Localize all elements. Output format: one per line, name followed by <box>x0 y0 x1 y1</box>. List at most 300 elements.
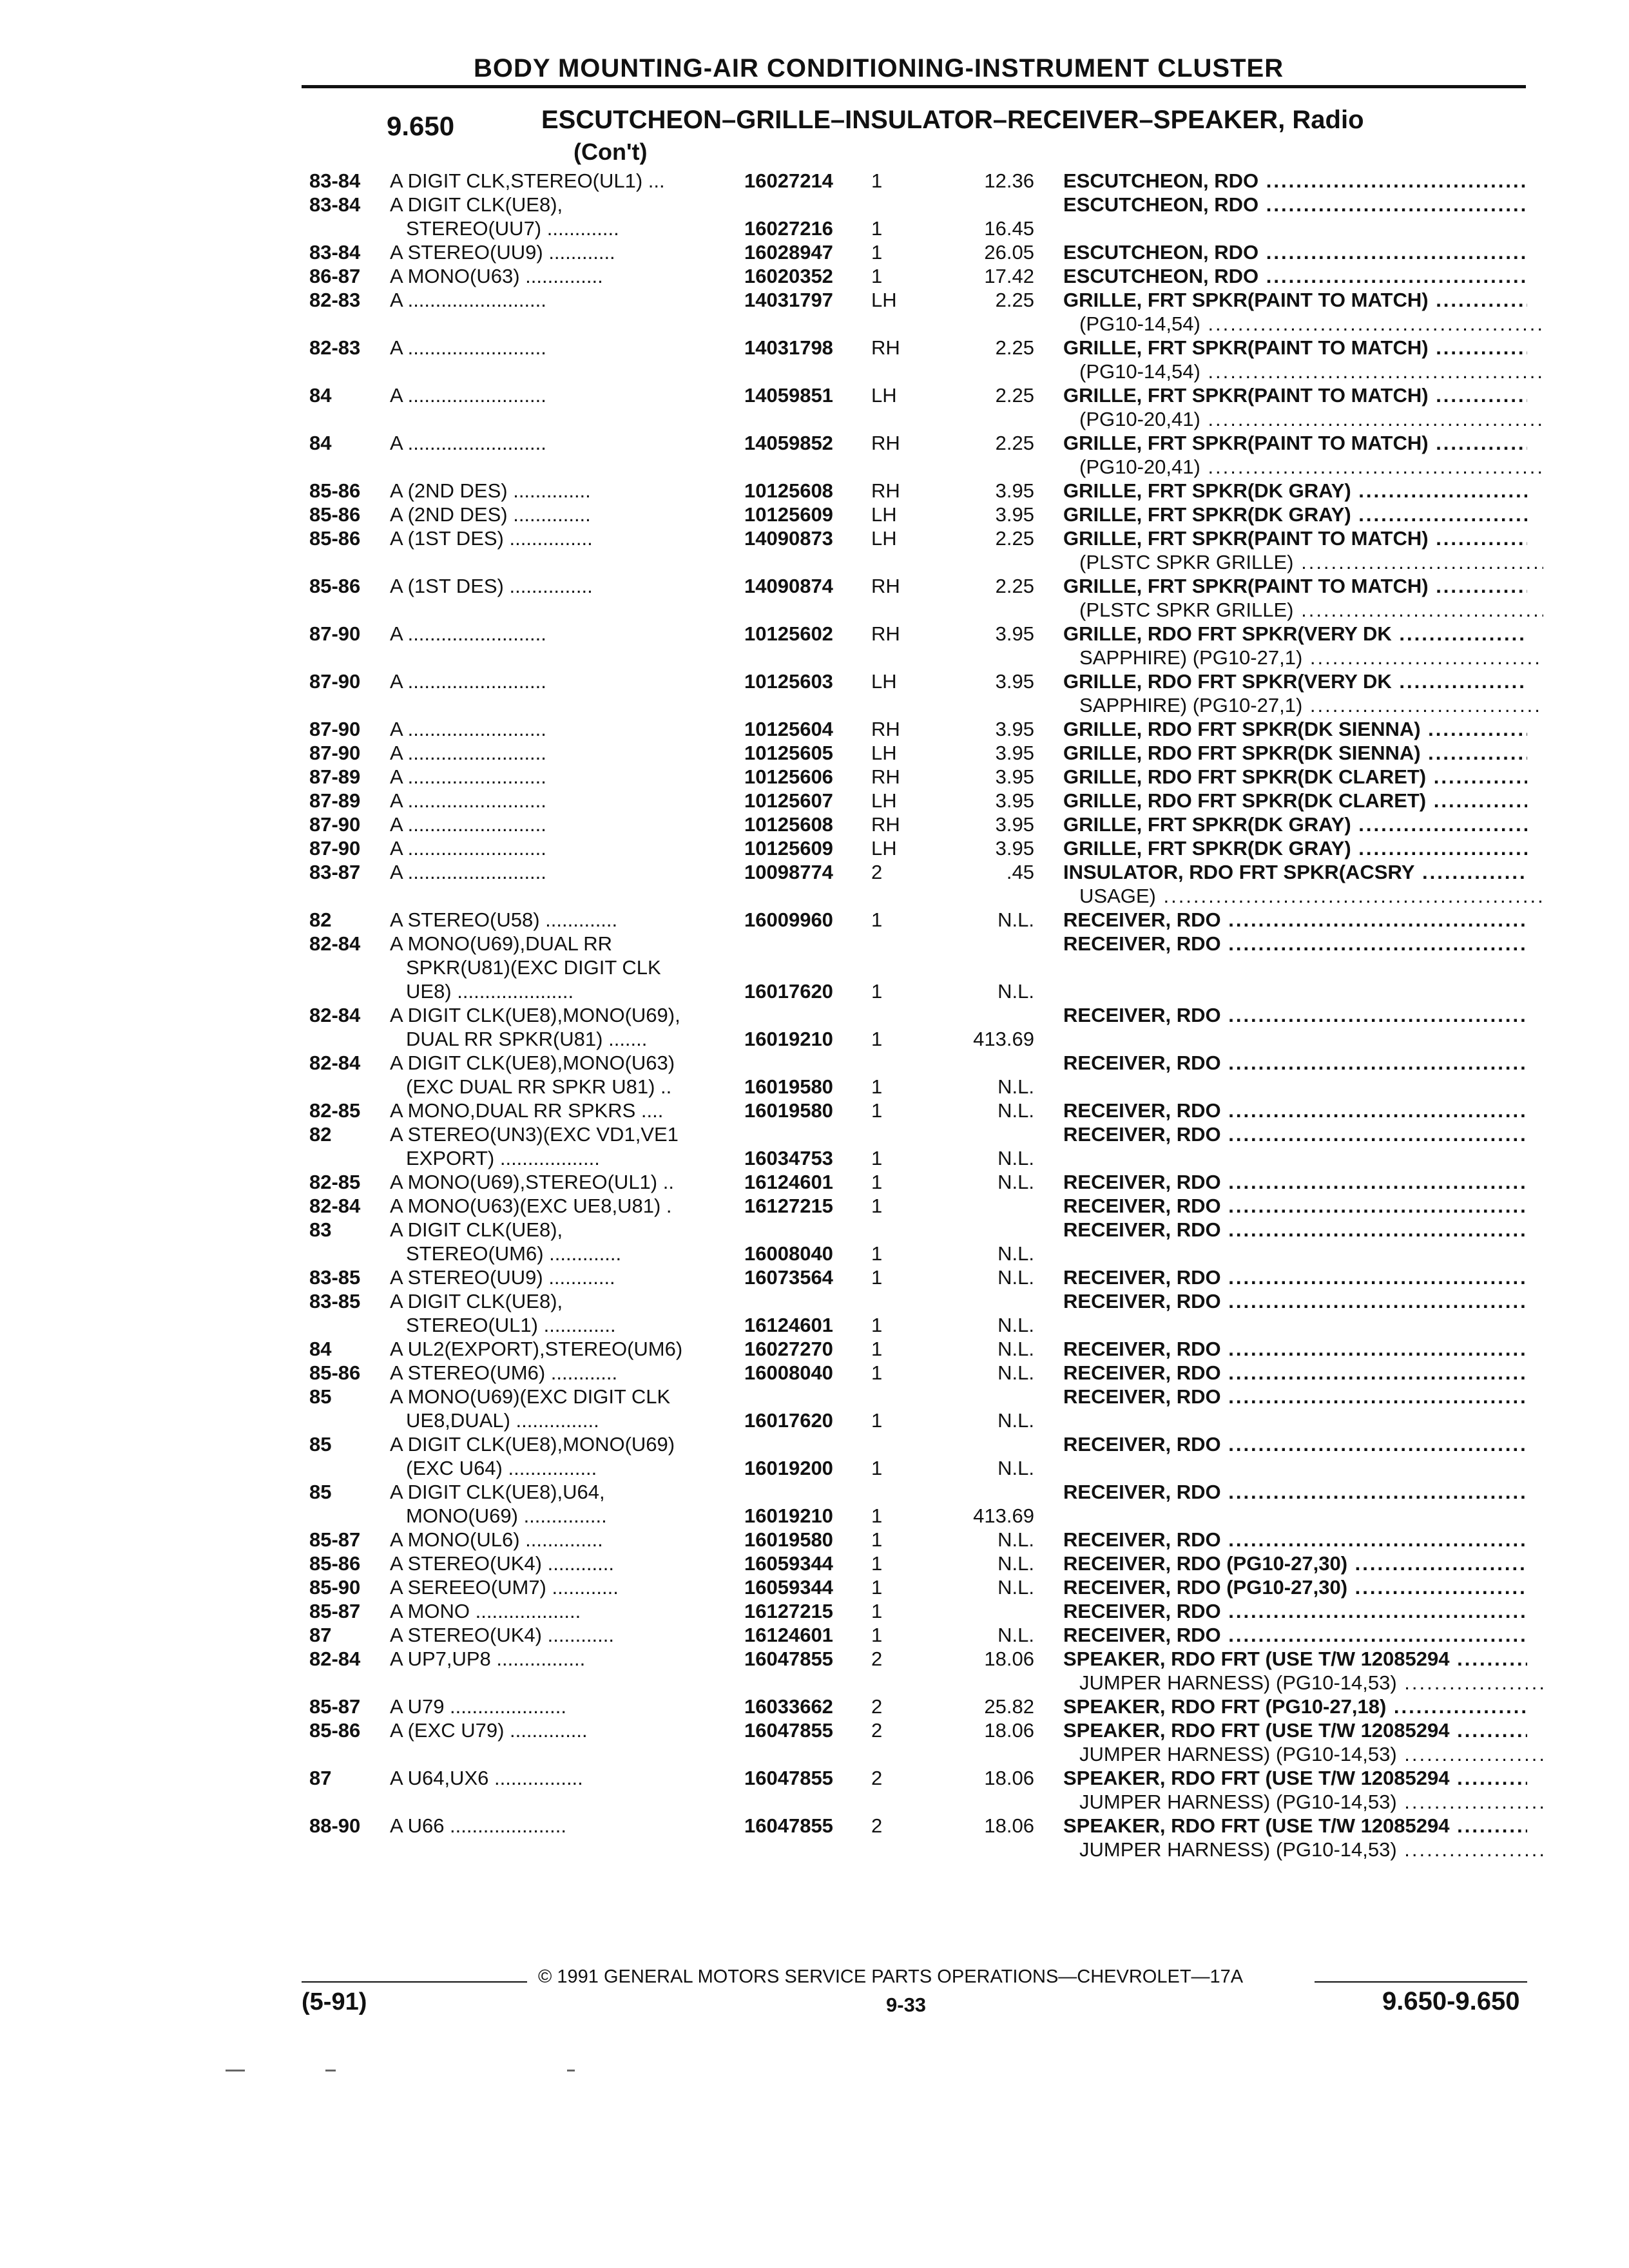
part-name: (PG10-20,41) ..... <box>1079 455 1543 479</box>
part-name: RECEIVER, RDO ..... <box>1063 1265 1527 1289</box>
list-price: 3.95 <box>995 479 1034 502</box>
list-price: 3.95 <box>995 813 1034 836</box>
part-name: RECEIVER, RDO ..... <box>1063 1289 1527 1313</box>
list-price: 18.06 <box>984 1648 1034 1670</box>
usage-description: A DIGIT CLK(UE8), <box>390 1218 563 1241</box>
quantity: RH <box>871 765 900 788</box>
model-years: 82-84 <box>309 932 361 955</box>
part-name: (PG10-14,54) ..... <box>1079 312 1543 336</box>
page-header-title: BODY MOUNTING-AIR CONDITIONING-INSTRUMENT CLUSTER <box>474 54 1284 82</box>
part-number: 16009960 <box>744 908 833 931</box>
quantity: 1 <box>871 1624 883 1646</box>
part-number: 10098774 <box>744 861 833 883</box>
footer-rule-left <box>302 1981 527 1983</box>
part-name: JUMPER HARNESS) (PG10-14,53) ..... <box>1079 1790 1543 1814</box>
usage-description: A (2ND DES) .............. <box>390 479 591 502</box>
list-price: 2.25 <box>995 336 1034 359</box>
footer-copyright: © 1991 GENERAL MOTORS SERVICE PARTS OPERATIONS—CHEVROLET—17A <box>538 1966 1244 1987</box>
quantity: 1 <box>871 1600 883 1622</box>
model-years: 85 <box>309 1385 332 1408</box>
list-price: N.L. <box>998 1314 1034 1336</box>
part-number: 10125609 <box>744 503 833 526</box>
usage-description: A ......................... <box>390 861 546 883</box>
usage-description: (EXC U64) ................ <box>406 1457 597 1479</box>
quantity: 2 <box>871 1814 883 1837</box>
part-name: ESCUTCHEON, RDO ..... <box>1063 193 1527 216</box>
part-name: SPEAKER, RDO FRT (USE T/W 12085294 ..... <box>1063 1647 1527 1671</box>
model-years: 82-85 <box>309 1099 361 1122</box>
list-price: N.L. <box>998 980 1034 1003</box>
part-name: RECEIVER, RDO (PG10-27,30) ..... <box>1063 1575 1527 1599</box>
model-years: 85-86 <box>309 1719 361 1742</box>
part-name: ESCUTCHEON, RDO ..... <box>1063 240 1527 264</box>
part-number: 16017620 <box>744 1409 833 1432</box>
part-name: RECEIVER, RDO ..... <box>1063 1051 1527 1075</box>
list-price: 2.25 <box>995 289 1034 311</box>
list-price: 16.45 <box>984 217 1034 240</box>
usage-description: A DIGIT CLK(UE8),U64, <box>390 1481 605 1503</box>
quantity: LH <box>871 742 897 764</box>
quantity: RH <box>871 432 900 454</box>
model-years: 85-86 <box>309 479 361 502</box>
usage-description: A DIGIT CLK(UE8),MONO(U69), <box>390 1004 680 1026</box>
part-name: RECEIVER, RDO ..... <box>1063 1337 1527 1361</box>
footer-page-number: 9-33 <box>886 1994 927 2016</box>
usage-description: A MONO(U69)(EXC DIGIT CLK <box>390 1385 671 1408</box>
part-name: SPEAKER, RDO FRT (PG10-27,18) ..... <box>1063 1695 1527 1718</box>
model-years: 87-90 <box>309 670 361 693</box>
usage-description: UE8) ..................... <box>406 980 574 1003</box>
usage-description: STEREO(UM6) ............. <box>406 1242 622 1265</box>
part-number: 16124601 <box>744 1314 833 1336</box>
list-price: 413.69 <box>973 1504 1034 1527</box>
part-number: 16047855 <box>744 1814 833 1837</box>
quantity: 1 <box>871 1147 883 1169</box>
quantity: 1 <box>871 1409 883 1432</box>
list-price: 3.95 <box>995 789 1034 812</box>
model-years: 87-90 <box>309 742 361 764</box>
quantity: 1 <box>871 1099 883 1122</box>
quantity: 1 <box>871 1028 883 1050</box>
part-name: SPEAKER, RDO FRT (USE T/W 12085294 ..... <box>1063 1718 1527 1742</box>
usage-description: A (EXC U79) .............. <box>390 1719 588 1742</box>
quantity: 1 <box>871 980 883 1003</box>
part-number: 16019210 <box>744 1504 833 1527</box>
usage-description: A DIGIT CLK,STEREO(UL1) ... <box>390 169 665 192</box>
list-price: N.L. <box>998 1409 1034 1432</box>
list-price: 2.25 <box>995 575 1034 597</box>
list-price: 18.06 <box>984 1719 1034 1742</box>
usage-description: SPKR(U81)(EXC DIGIT CLK <box>406 956 661 979</box>
model-years: 85-86 <box>309 503 361 526</box>
model-years: 84 <box>309 384 332 407</box>
list-price: 3.95 <box>995 670 1034 693</box>
quantity: 1 <box>871 1528 883 1551</box>
part-name: (PLSTC SPKR GRILLE) ..... <box>1079 550 1543 574</box>
footer-date: (5-91) <box>302 1988 367 2015</box>
quantity: 1 <box>871 1171 883 1193</box>
part-number: 16008040 <box>744 1242 833 1265</box>
footer-section-range: 9.650-9.650 <box>1382 1987 1520 2015</box>
usage-description: A U66 ..................... <box>390 1814 566 1837</box>
part-name: USAGE) ..... <box>1079 884 1543 908</box>
model-years: 85-90 <box>309 1576 361 1599</box>
part-name: GRILLE, FRT SPKR(PAINT TO MATCH) ..... <box>1063 288 1527 312</box>
model-years: 83-85 <box>309 1266 361 1289</box>
quantity: 1 <box>871 1338 883 1360</box>
list-price: 3.95 <box>995 837 1034 860</box>
quantity: RH <box>871 336 900 359</box>
part-name: RECEIVER, RDO ..... <box>1063 908 1527 932</box>
part-name: RECEIVER, RDO ..... <box>1063 1432 1527 1456</box>
usage-description: A ......................... <box>390 432 546 454</box>
usage-description: A STEREO(UK4) ............ <box>390 1552 614 1575</box>
part-number: 16127215 <box>744 1195 833 1217</box>
usage-description: A MONO(U63)(EXC UE8,U81) . <box>390 1195 672 1217</box>
usage-description: A MONO(U63) .............. <box>390 265 603 287</box>
part-name: GRILLE, FRT SPKR(DK GRAY) ..... <box>1063 503 1527 526</box>
usage-description: (EXC DUAL RR SPKR U81) .. <box>406 1075 672 1098</box>
model-years: 85 <box>309 1481 332 1503</box>
usage-description: A (2ND DES) .............. <box>390 503 591 526</box>
part-name: (PG10-20,41) ..... <box>1079 407 1543 431</box>
part-name: GRILLE, FRT SPKR(DK GRAY) ..... <box>1063 812 1527 836</box>
list-price: 17.42 <box>984 265 1034 287</box>
usage-description: A ......................... <box>390 742 546 764</box>
scan-mark <box>226 2070 245 2071</box>
model-years: 82-83 <box>309 336 361 359</box>
list-price: .45 <box>1006 861 1034 883</box>
model-years: 86-87 <box>309 265 361 287</box>
quantity: LH <box>871 289 897 311</box>
part-number: 16019580 <box>744 1099 833 1122</box>
usage-description: DUAL RR SPKR(U81) ....... <box>406 1028 648 1050</box>
quantity: RH <box>871 575 900 597</box>
part-name: GRILLE, RDO FRT SPKR(DK CLARET) ..... <box>1063 789 1527 812</box>
list-price: 26.05 <box>984 241 1034 264</box>
usage-description: A U79 ..................... <box>390 1695 566 1718</box>
section-title: ESCUTCHEON–GRILLE–INSULATOR–RECEIVER–SPEAKER, Radio <box>541 106 1364 134</box>
model-years: 85-87 <box>309 1695 361 1718</box>
part-name: GRILLE, RDO FRT SPKR(VERY DK ..... <box>1063 669 1527 693</box>
part-number: 16027270 <box>744 1338 833 1360</box>
quantity: 2 <box>871 1767 883 1789</box>
model-years: 82-83 <box>309 289 361 311</box>
part-name: ESCUTCHEON, RDO ..... <box>1063 169 1527 193</box>
usage-description: A STEREO(U58) ............. <box>390 908 618 931</box>
list-price: N.L. <box>998 1075 1034 1098</box>
list-price: 18.06 <box>984 1767 1034 1789</box>
list-price: N.L. <box>998 1576 1034 1599</box>
quantity: 1 <box>871 1457 883 1479</box>
usage-description: A ......................... <box>390 384 546 407</box>
part-number: 16047855 <box>744 1767 833 1789</box>
usage-description: A STEREO(UU9) ............ <box>390 1266 615 1289</box>
quantity: LH <box>871 503 897 526</box>
part-number: 10125602 <box>744 622 833 645</box>
quantity: 1 <box>871 1552 883 1575</box>
usage-description: A ......................... <box>390 670 546 693</box>
quantity: 1 <box>871 1576 883 1599</box>
model-years: 85-87 <box>309 1600 361 1622</box>
list-price: N.L. <box>998 1266 1034 1289</box>
part-number: 16059344 <box>744 1552 833 1575</box>
list-price: N.L. <box>998 1171 1034 1193</box>
part-name: SAPPHIRE) (PG10-27,1) ..... <box>1079 646 1543 669</box>
quantity: 1 <box>871 1361 883 1384</box>
usage-description: A MONO ................... <box>390 1600 581 1622</box>
part-number: 16034753 <box>744 1147 833 1169</box>
section-number: 9.650 <box>387 111 455 141</box>
model-years: 85-87 <box>309 1528 361 1551</box>
list-price: 2.25 <box>995 384 1034 407</box>
list-price: N.L. <box>998 1624 1034 1646</box>
scan-mark <box>567 2070 575 2071</box>
model-years: 82-84 <box>309 1648 361 1670</box>
model-years: 84 <box>309 432 332 454</box>
part-number: 14031797 <box>744 289 833 311</box>
part-number: 16073564 <box>744 1266 833 1289</box>
model-years: 87-90 <box>309 718 361 740</box>
list-price: 25.82 <box>984 1695 1034 1718</box>
usage-description: A MONO(U69),DUAL RR <box>390 932 613 955</box>
model-years: 85-86 <box>309 1361 361 1384</box>
part-number: 16019210 <box>744 1028 833 1050</box>
part-name: SPEAKER, RDO FRT (USE T/W 12085294 ..... <box>1063 1766 1527 1790</box>
usage-description: A STEREO(UU9) ............ <box>390 241 615 264</box>
list-price: N.L. <box>998 1099 1034 1122</box>
list-price: 3.95 <box>995 765 1034 788</box>
quantity: 2 <box>871 861 883 883</box>
list-price: 12.36 <box>984 169 1034 192</box>
quantity: 1 <box>871 1195 883 1217</box>
part-name: RECEIVER, RDO ..... <box>1063 1122 1527 1146</box>
usage-description: STEREO(UL1) ............. <box>406 1314 616 1336</box>
header-rule <box>302 85 1526 88</box>
quantity: LH <box>871 384 897 407</box>
list-price: 18.06 <box>984 1814 1034 1837</box>
part-number: 16017620 <box>744 980 833 1003</box>
quantity: 1 <box>871 1075 883 1098</box>
part-number: 16127215 <box>744 1600 833 1622</box>
quantity: RH <box>871 622 900 645</box>
part-name: (PLSTC SPKR GRILLE) ..... <box>1079 598 1543 622</box>
list-price: N.L. <box>998 1242 1034 1265</box>
part-number: 16019580 <box>744 1075 833 1098</box>
part-name: RECEIVER, RDO ..... <box>1063 1194 1527 1218</box>
quantity: 1 <box>871 908 883 931</box>
part-name: GRILLE, RDO FRT SPKR(DK SIENNA) ..... <box>1063 741 1527 765</box>
usage-description: A U64,UX6 ................ <box>390 1767 583 1789</box>
part-number: 14090873 <box>744 527 833 550</box>
usage-description: A DIGIT CLK(UE8),MONO(U69) <box>390 1433 675 1456</box>
list-price: 3.95 <box>995 503 1034 526</box>
part-name: GRILLE, FRT SPKR(PAINT TO MATCH) ..... <box>1063 383 1527 407</box>
part-number: 16047855 <box>744 1719 833 1742</box>
quantity: 1 <box>871 1504 883 1527</box>
quantity: LH <box>871 670 897 693</box>
part-name: GRILLE, FRT SPKR(PAINT TO MATCH) ..... <box>1063 336 1527 360</box>
usage-description: A ......................... <box>390 789 546 812</box>
model-years: 87-89 <box>309 765 361 788</box>
list-price: N.L. <box>998 908 1034 931</box>
model-years: 82 <box>309 908 332 931</box>
footer-rule-right <box>1315 1981 1527 1983</box>
quantity: RH <box>871 813 900 836</box>
part-name: GRILLE, RDO FRT SPKR(VERY DK ..... <box>1063 622 1527 646</box>
part-name: RECEIVER, RDO ..... <box>1063 1003 1527 1027</box>
part-number: 16027214 <box>744 169 833 192</box>
model-years: 85-86 <box>309 1552 361 1575</box>
quantity: 1 <box>871 169 883 192</box>
list-price: 2.25 <box>995 432 1034 454</box>
part-number: 14059851 <box>744 384 833 407</box>
part-name: RECEIVER, RDO ..... <box>1063 1480 1527 1504</box>
part-number: 16059344 <box>744 1576 833 1599</box>
part-number: 16124601 <box>744 1171 833 1193</box>
quantity: 2 <box>871 1648 883 1670</box>
usage-description: A ......................... <box>390 622 546 645</box>
part-name: INSULATOR, RDO FRT SPKR(ACSRY ..... <box>1063 860 1527 884</box>
usage-description: A STEREO(UN3)(EXC VD1,VE1 <box>390 1123 679 1146</box>
list-price: 3.95 <box>995 718 1034 740</box>
part-number: 16124601 <box>744 1624 833 1646</box>
scan-mark <box>325 2070 336 2071</box>
quantity: 2 <box>871 1719 883 1742</box>
part-name: GRILLE, FRT SPKR(DK GRAY) ..... <box>1063 479 1527 503</box>
quantity: 1 <box>871 265 883 287</box>
part-number: 16008040 <box>744 1361 833 1384</box>
part-name: RECEIVER, RDO (PG10-27,30) ..... <box>1063 1552 1527 1575</box>
part-number: 16020352 <box>744 265 833 287</box>
model-years: 87 <box>309 1767 332 1789</box>
part-name: GRILLE, FRT SPKR(DK GRAY) ..... <box>1063 836 1527 860</box>
part-number: 10125604 <box>744 718 833 740</box>
usage-description: A UP7,UP8 ................ <box>390 1648 586 1670</box>
section-continued: (Con't) <box>574 139 648 165</box>
part-name: SPEAKER, RDO FRT (USE T/W 12085294 ..... <box>1063 1814 1527 1838</box>
list-price: N.L. <box>998 1361 1034 1384</box>
quantity: RH <box>871 718 900 740</box>
part-name: GRILLE, FRT SPKR(PAINT TO MATCH) ..... <box>1063 526 1527 550</box>
usage-description: A MONO(UL6) .............. <box>390 1528 603 1551</box>
model-years: 83-84 <box>309 169 361 192</box>
part-name: RECEIVER, RDO ..... <box>1063 1385 1527 1408</box>
part-name: RECEIVER, RDO ..... <box>1063 1623 1527 1647</box>
usage-description: A DIGIT CLK(UE8),MONO(U63) <box>390 1052 675 1074</box>
quantity: 2 <box>871 1695 883 1718</box>
usage-description: A DIGIT CLK(UE8), <box>390 193 563 216</box>
part-name: GRILLE, RDO FRT SPKR(DK SIENNA) ..... <box>1063 717 1527 741</box>
usage-description: STEREO(UU7) ............. <box>406 217 619 240</box>
part-name: RECEIVER, RDO ..... <box>1063 1170 1527 1194</box>
part-name: (PG10-14,54) ..... <box>1079 360 1543 383</box>
list-price: 413.69 <box>973 1028 1034 1050</box>
list-price: N.L. <box>998 1552 1034 1575</box>
usage-description: A MONO,DUAL RR SPKRS .... <box>390 1099 664 1122</box>
part-name: RECEIVER, RDO ..... <box>1063 1599 1527 1623</box>
part-name: SAPPHIRE) (PG10-27,1) ..... <box>1079 693 1543 717</box>
usage-description: A (1ST DES) ............... <box>390 527 593 550</box>
part-name: RECEIVER, RDO ..... <box>1063 1528 1527 1552</box>
usage-description: A (1ST DES) ............... <box>390 575 593 597</box>
quantity: RH <box>871 479 900 502</box>
quantity: 1 <box>871 1266 883 1289</box>
usage-description: A SEREEO(UM7) ............ <box>390 1576 619 1599</box>
part-number: 10125609 <box>744 837 833 860</box>
part-name: JUMPER HARNESS) (PG10-14,53) ..... <box>1079 1671 1543 1695</box>
model-years: 83-84 <box>309 193 361 216</box>
usage-description: A ......................... <box>390 718 546 740</box>
model-years: 85 <box>309 1433 332 1456</box>
part-number: 10125608 <box>744 479 833 502</box>
part-number: 10125607 <box>744 789 833 812</box>
usage-description: A ......................... <box>390 837 546 860</box>
part-name: RECEIVER, RDO ..... <box>1063 1218 1527 1242</box>
list-price: N.L. <box>998 1338 1034 1360</box>
part-number: 16019200 <box>744 1457 833 1479</box>
model-years: 82-84 <box>309 1052 361 1074</box>
model-years: 87-90 <box>309 837 361 860</box>
part-name: RECEIVER, RDO ..... <box>1063 1099 1527 1122</box>
part-name: JUMPER HARNESS) (PG10-14,53) ..... <box>1079 1742 1543 1766</box>
part-number: 10125606 <box>744 765 833 788</box>
usage-description: A STEREO(UK4) ............ <box>390 1624 614 1646</box>
quantity: 1 <box>871 1242 883 1265</box>
usage-description: A DIGIT CLK(UE8), <box>390 1290 563 1312</box>
list-price: N.L. <box>998 1457 1034 1479</box>
part-name: RECEIVER, RDO ..... <box>1063 1361 1527 1385</box>
part-number: 10125608 <box>744 813 833 836</box>
model-years: 85-86 <box>309 527 361 550</box>
part-number: 10125605 <box>744 742 833 764</box>
model-years: 83-85 <box>309 1290 361 1312</box>
part-name: ESCUTCHEON, RDO ..... <box>1063 264 1527 288</box>
model-years: 82 <box>309 1123 332 1146</box>
quantity: 1 <box>871 1314 883 1336</box>
model-years: 82-85 <box>309 1171 361 1193</box>
list-price: 3.95 <box>995 622 1034 645</box>
part-number: 16033662 <box>744 1695 833 1718</box>
part-name: GRILLE, RDO FRT SPKR(DK CLARET) ..... <box>1063 765 1527 789</box>
part-number: 16028947 <box>744 241 833 264</box>
part-name: RECEIVER, RDO ..... <box>1063 932 1527 956</box>
quantity: LH <box>871 527 897 550</box>
model-years: 83 <box>309 1218 332 1241</box>
part-name: GRILLE, FRT SPKR(PAINT TO MATCH) ..... <box>1063 574 1527 598</box>
model-years: 87 <box>309 1624 332 1646</box>
model-years: 82-84 <box>309 1195 361 1217</box>
quantity: LH <box>871 789 897 812</box>
model-years: 87-90 <box>309 813 361 836</box>
model-years: 83-84 <box>309 241 361 264</box>
model-years: 83-87 <box>309 861 361 883</box>
model-years: 88-90 <box>309 1814 361 1837</box>
quantity: LH <box>871 837 897 860</box>
part-number: 16027216 <box>744 217 833 240</box>
model-years: 84 <box>309 1338 332 1360</box>
model-years: 82-84 <box>309 1004 361 1026</box>
list-price: N.L. <box>998 1528 1034 1551</box>
part-number: 14090874 <box>744 575 833 597</box>
part-number: 14059852 <box>744 432 833 454</box>
model-years: 87-89 <box>309 789 361 812</box>
usage-description: EXPORT) .................. <box>406 1147 600 1169</box>
list-price: 2.25 <box>995 527 1034 550</box>
model-years: 85-86 <box>309 575 361 597</box>
quantity: 1 <box>871 241 883 264</box>
usage-description: A UL2(EXPORT),STEREO(UM6) <box>390 1338 683 1360</box>
